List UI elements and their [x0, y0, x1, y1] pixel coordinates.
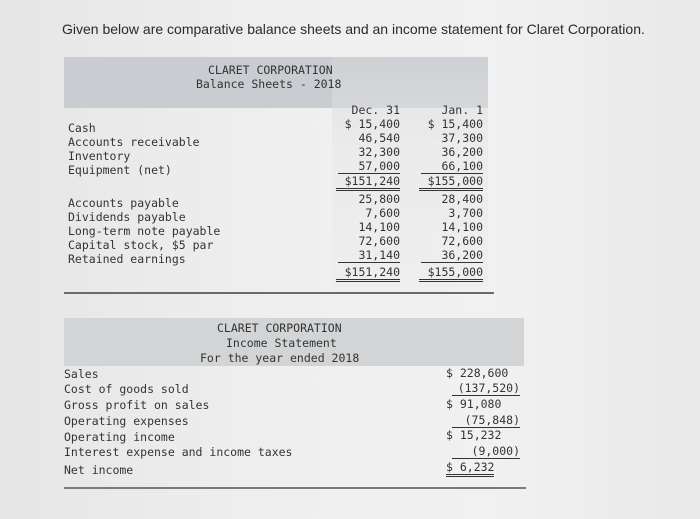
section-divider — [64, 292, 494, 294]
income-title: CLARET CORPORATION — [217, 321, 342, 335]
income-row-value: (137,520) — [452, 381, 520, 396]
asset-label: Cash — [68, 121, 96, 135]
intro-text: Given below are comparative balance sheets and an income statement for Claret Corporation. — [62, 21, 645, 37]
liabilities-total-dec: $151,240 — [336, 265, 400, 282]
income-row-value: (9,000) — [452, 444, 520, 459]
income-net-value: $ 6,232 — [446, 460, 494, 477]
balance-subtitle: Balance Sheets - 2018 — [196, 77, 342, 91]
liabilities-total-jan: $155,000 — [419, 265, 483, 282]
asset-label: Inventory — [68, 149, 131, 163]
income-row-label: Interest expense and income taxes — [64, 445, 293, 459]
liability-dec-value: 7,600 — [365, 206, 400, 220]
asset-jan-value: 36,200 — [441, 145, 483, 159]
liability-jan-value: 72,600 — [441, 234, 483, 248]
asset-jan-value: $ 15,400 — [427, 117, 483, 131]
liability-jan-value: 28,400 — [441, 192, 483, 206]
asset-jan-value: 66,100 — [421, 159, 483, 174]
income-row-label: Cost of goods sold — [64, 382, 189, 396]
liability-dec-value: 25,800 — [358, 192, 400, 206]
asset-dec-value: 57,000 — [338, 159, 400, 174]
income-row-value: $ 91,080 — [446, 397, 502, 411]
liability-jan-value: 36,200 — [421, 248, 483, 263]
col-header-jan: Jan. 1 — [441, 103, 483, 117]
liability-label: Retained earnings — [68, 252, 186, 266]
income-row-value: (75,848) — [452, 413, 520, 428]
liability-jan-value: 14,100 — [441, 220, 483, 234]
asset-dec-value: $ 15,400 — [344, 117, 400, 131]
income-row-label: Net income — [64, 463, 134, 477]
income-row-value: $ 15,232 — [446, 428, 502, 442]
asset-dec-value: 32,300 — [358, 145, 400, 159]
liability-dec-value: 72,600 — [358, 234, 400, 248]
income-row-label: Operating expenses — [64, 414, 189, 428]
assets-total-dec: $151,240 — [336, 174, 400, 191]
income-period: For the year ended 2018 — [200, 351, 360, 365]
income-row-value: $ 228,600 — [446, 366, 509, 380]
assets-total-jan: $155,000 — [419, 174, 483, 191]
balance-title: CLARET CORPORATION — [208, 63, 333, 77]
liability-label: Long-term note payable — [68, 224, 221, 238]
asset-label: Equipment (net) — [68, 163, 172, 177]
liability-dec-value: 31,140 — [338, 248, 400, 263]
liability-label: Capital stock, $5 par — [68, 238, 214, 252]
income-row-label: Operating income — [64, 430, 175, 444]
liability-jan-value: 3,700 — [448, 206, 483, 220]
liability-dec-value: 14,100 — [358, 220, 400, 234]
liability-label: Dividends payable — [68, 210, 186, 224]
bottom-divider — [64, 487, 526, 489]
income-row-label: Gross profit on sales — [64, 398, 210, 412]
col-header-dec: Dec. 31 — [351, 103, 400, 117]
income-row-label: Sales — [64, 367, 99, 381]
income-subtitle: Income Statement — [226, 336, 337, 350]
liability-label: Accounts payable — [68, 196, 179, 210]
asset-label: Accounts receivable — [68, 135, 200, 149]
asset-dec-value: 46,540 — [358, 131, 400, 145]
asset-jan-value: 37,300 — [441, 131, 483, 145]
